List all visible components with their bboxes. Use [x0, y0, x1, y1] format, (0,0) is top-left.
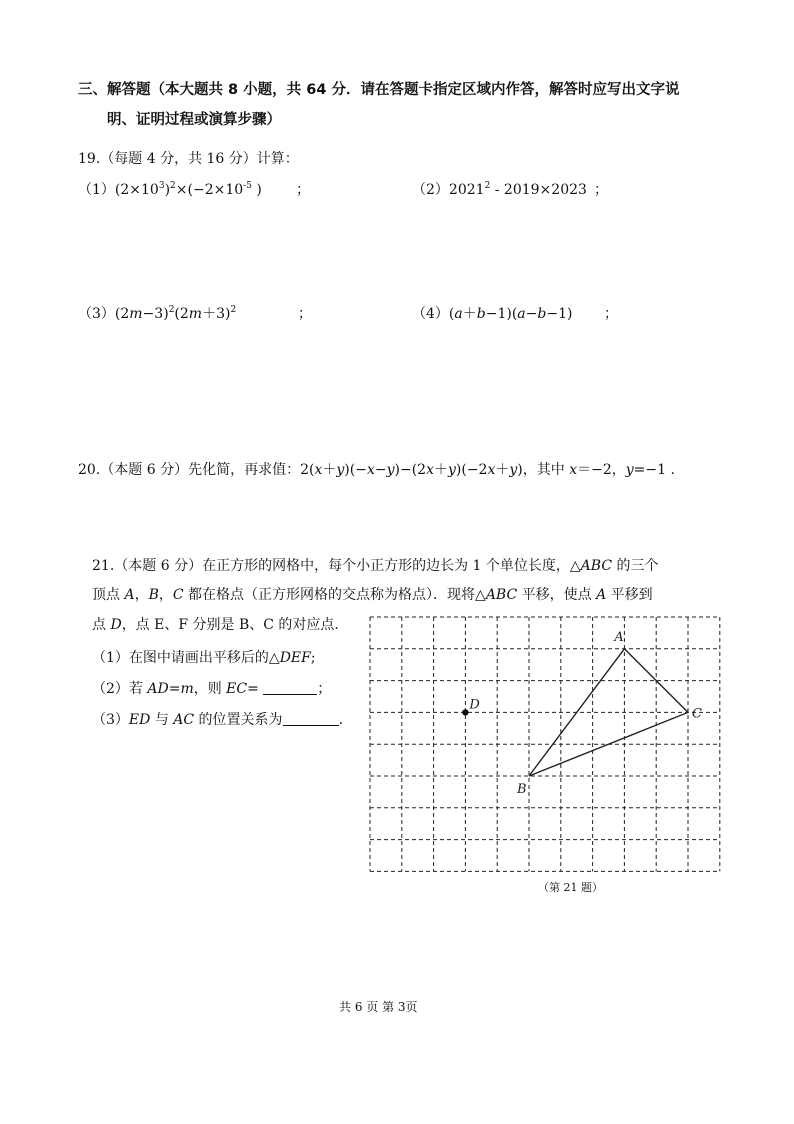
- label-b: B: [517, 782, 527, 797]
- q21-line2: 顶点 A，B，C 都在格点（正方形网格的交点称为格点）．现将△ABC 平移，使点 A 平移到: [92, 587, 653, 603]
- q20-text: 20.（本题 6 分）先化简，再求值：2(x＋y)(−x−y)−(2x＋y)(−2x＋y)，其中 x＝−2，y=−1 .: [78, 462, 675, 478]
- q21-line3: 点 D，点 E、F 分别是 B、C 的对应点．: [92, 617, 349, 633]
- grid-lines: [370, 617, 720, 871]
- q19-part2: （2）2021$^2$ - 2019×2023: [412, 181, 587, 198]
- q19-part3-end: ；: [298, 306, 312, 322]
- label-a: A: [614, 629, 624, 645]
- q21-sub2: （2）若 AD=m，则 EC= ；: [92, 681, 332, 697]
- q19-part1-end: ；: [296, 182, 310, 198]
- q19-part4: （4）(a＋b−1)(a−b−1): [412, 306, 573, 322]
- q21-line1: 21.（本题 6 分）在正方形的网格中，每个小正方形的边长为 1 个单位长度，△ABC 的三个: [92, 558, 659, 574]
- section-title-line1: 三、解答题（本大题共 8 小题，共 64 分．请在答题卡指定区域内作答，解答时应写出文字说: [78, 82, 680, 98]
- q19-part3: $(3)(2m-3)^2(2m+3)^2$: [78, 305, 237, 322]
- figure-labels: [468, 630, 702, 797]
- figure-caption: （第 21 题）: [538, 881, 603, 894]
- point-d-dot: [462, 709, 468, 715]
- q19-part4-end: ；: [604, 306, 618, 322]
- page-footer: 共 6 页 第 3页: [339, 1000, 418, 1014]
- q19-part2-end: ；: [594, 182, 608, 198]
- q19-header: 19.（每题 4 分，共 16 分）计算：: [78, 151, 299, 167]
- q21-sub1: （1）在图中请画出平移后的△DEF;: [92, 650, 316, 666]
- q21-sub3: （3）ED 与 AC 的位置关系为 .: [92, 712, 344, 728]
- q19-part1: $(1)(2\times 10^3)^2\times(-2\times 10^{-5}$ ): [78, 181, 262, 198]
- label-d: D: [469, 697, 480, 713]
- label-c: C: [692, 706, 702, 722]
- section-title-line2: 明、证明过程或演算步骤）: [107, 112, 281, 128]
